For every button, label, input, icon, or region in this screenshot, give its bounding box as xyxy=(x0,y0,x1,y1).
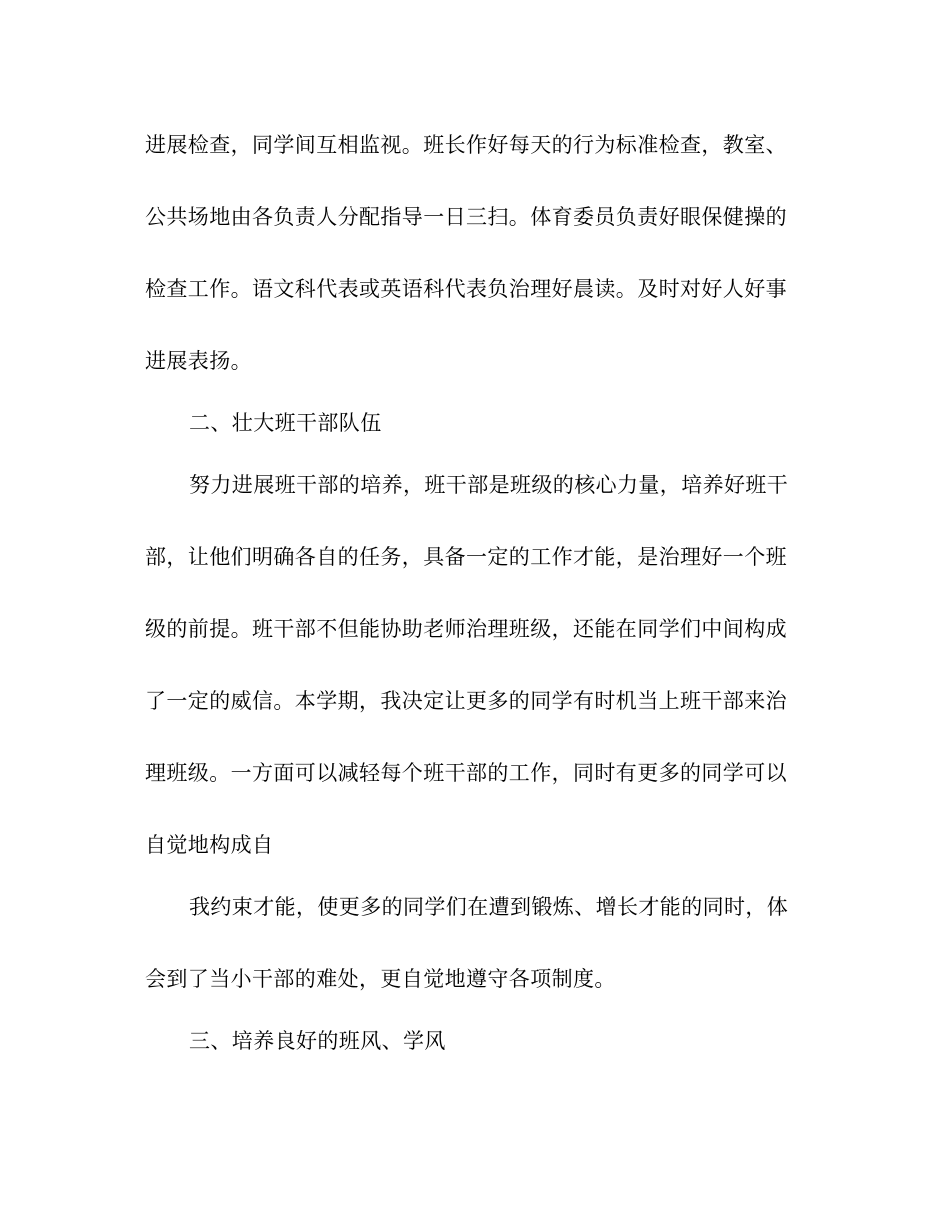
paragraph-line: 理班级。一方面可以减轻每个班干部的工作，同时有更多的同学可以 xyxy=(145,761,787,785)
paragraph-line: 努力进展班干部的培养，班干部是班级的核心力量，培养好班干 xyxy=(189,473,789,497)
paragraph-line: 级的前提。班干部不但能协助老师治理班级，还能在同学们中间构成 xyxy=(145,617,787,641)
section-heading: 三、培养良好的班风、学风 xyxy=(189,1029,446,1053)
paragraph-line: 部，让他们明确各自的任务，具备一定的工作才能，是治理好一个班 xyxy=(145,545,787,569)
paragraph-line: 自觉地构成自 xyxy=(145,833,274,857)
paragraph-line: 我约束才能，使更多的同学们在遭到锻炼、增长才能的同时，体 xyxy=(189,895,789,919)
paragraph-line: 进展表扬。 xyxy=(145,349,252,373)
paragraph-line: 了一定的威信。本学期，我决定让更多的同学有时机当上班干部来治 xyxy=(145,689,787,713)
paragraph-line: 检查工作。语文科代表或英语科代表负治理好晨读。及时对好人好事 xyxy=(145,277,787,301)
paragraph-line: 进展检查，同学间互相监视。班长作好每天的行为标准检查，教室、 xyxy=(145,133,787,157)
paragraph-line: 公共场地由各负责人分配指导一日三扫。体育委员负责好眼保健操的 xyxy=(145,205,787,229)
section-heading: 二、壮大班干部队伍 xyxy=(189,411,382,435)
paragraph-line: 会到了当小干部的难处，更自觉地遵守各项制度。 xyxy=(145,967,616,991)
